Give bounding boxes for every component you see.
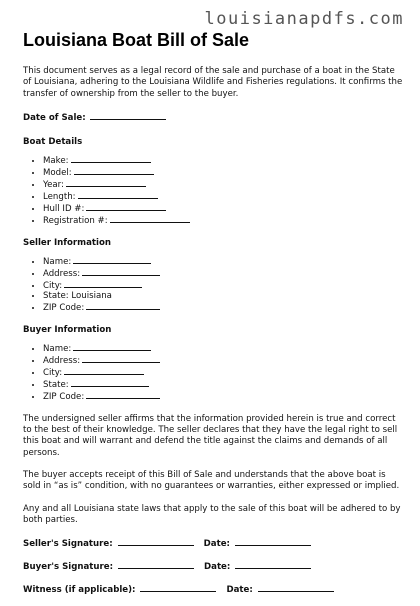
buyer-info-heading: Buyer Information <box>23 324 112 335</box>
list-item: • Model: <box>43 166 403 178</box>
hull-id-blank[interactable] <box>86 202 166 211</box>
list-item: • Name: <box>43 342 403 354</box>
seller-info-list <box>23 255 403 313</box>
date-of-sale-field <box>23 111 403 124</box>
length-blank[interactable] <box>78 190 158 199</box>
boat-details-list <box>23 154 403 226</box>
list-item: • Length: <box>43 190 403 202</box>
buyer-date-blank[interactable] <box>235 560 311 569</box>
seller-address-blank[interactable] <box>82 267 160 276</box>
list-item: • Registration #: <box>43 214 403 226</box>
site-watermark: louisianapdfs.com <box>204 9 404 29</box>
intro-paragraph: This document serves as a legal record of the sale and purchase of a boat in the State of Louisiana, adhering to the Louisiana Wildlife and Fisheries regulations. It confirms the transfer of ownership from the seller to the buyer. <box>23 66 403 99</box>
boat-details-heading: Boat Details <box>23 136 83 147</box>
seller-date-blank[interactable] <box>235 537 311 546</box>
witness-signature-label: Witness (if applicable): <box>23 585 136 596</box>
seller-zip-blank[interactable] <box>86 301 160 310</box>
buyer-signature-row <box>23 560 403 573</box>
list-item: • Address: <box>43 267 403 279</box>
witness-date-label: Date: <box>226 585 253 596</box>
buyer-address-blank[interactable] <box>82 354 160 363</box>
seller-affirmation-paragraph: The undersigned seller affirms that the information provided herein is true and correct to the best of their knowledge. The seller declares that they have the legal right to sell this boat and will warrant and defend the title against the claims and demands of all persons. <box>23 413 398 458</box>
year-blank[interactable] <box>66 178 146 187</box>
document-title: Louisiana Boat Bill of Sale <box>23 30 250 50</box>
document-body <box>23 28 403 606</box>
seller-signature-label: Seller's Signature: <box>23 539 113 550</box>
list-item: • Address: <box>43 354 403 366</box>
list-item: • Hull ID #: <box>43 202 403 214</box>
buyer-signature-blank[interactable] <box>118 560 194 569</box>
buyer-zip-blank[interactable] <box>86 390 160 399</box>
list-item: • State: <box>43 378 403 390</box>
state-laws-paragraph: Any and all Louisiana state laws that apply to the sale of this boat will be adhered to by both parties. <box>23 503 401 525</box>
list-item: • Make: <box>43 154 403 166</box>
list-item: • City: <box>43 279 403 291</box>
seller-name-blank[interactable] <box>73 255 151 264</box>
list-item: • State: Louisiana <box>43 291 403 301</box>
model-blank[interactable] <box>74 166 154 175</box>
make-blank[interactable] <box>71 154 151 163</box>
seller-info-heading: Seller Information <box>23 237 111 248</box>
date-of-sale-label: Date of Sale: <box>23 112 86 123</box>
buyer-city-blank[interactable] <box>64 366 144 375</box>
list-item: • City: <box>43 366 403 378</box>
as-is-paragraph: The buyer accepts receipt of this Bill of Sale and understands that the above boat is sold in “as is” condition, with no guarantees or warranties, either expressed or implied. <box>23 470 400 492</box>
date-of-sale-blank[interactable] <box>90 111 166 120</box>
list-item: • Name: <box>43 255 403 267</box>
seller-date-label: Date: <box>203 539 230 550</box>
witness-signature-row <box>23 583 403 596</box>
seller-city-blank[interactable] <box>64 279 142 288</box>
seller-signature-blank[interactable] <box>118 537 194 546</box>
buyer-name-blank[interactable] <box>73 342 151 351</box>
list-item: • ZIP Code: <box>43 390 403 402</box>
list-item: • Year: <box>43 178 403 190</box>
list-item: • ZIP Code: <box>43 301 403 313</box>
buyer-signature-label: Buyer's Signature: <box>23 562 114 573</box>
buyer-date-label: Date: <box>204 562 231 573</box>
witness-signature-blank[interactable] <box>140 583 216 592</box>
witness-date-blank[interactable] <box>258 583 334 592</box>
buyer-info-list <box>23 342 403 402</box>
registration-blank[interactable] <box>110 214 190 223</box>
buyer-state-blank[interactable] <box>71 378 149 387</box>
